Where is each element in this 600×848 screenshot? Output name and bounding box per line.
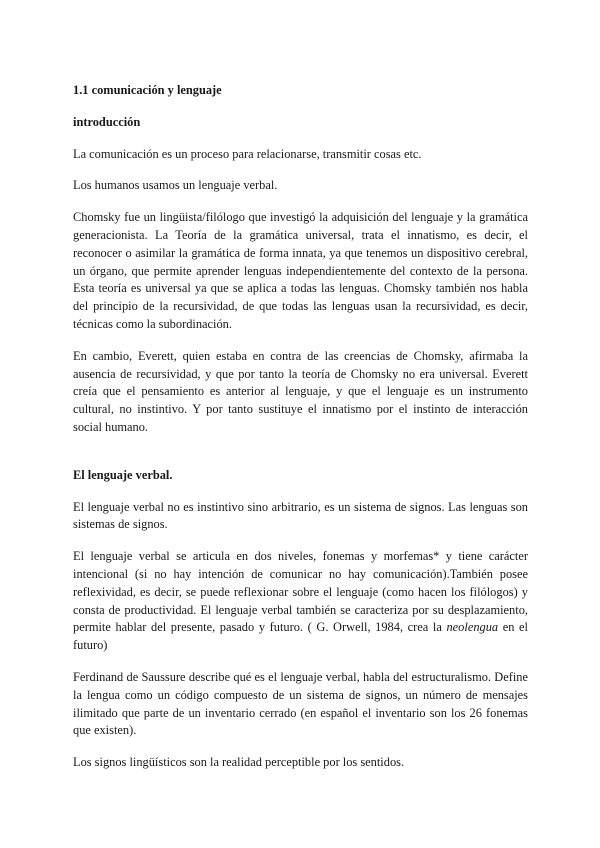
paragraph-arbitrario: El lenguaje verbal no es instintivo sino arbitrario, es un sistema de signos. Las lenguas son sistemas de signos. [73,499,528,532]
verbal-heading: El lenguaje verbal. [73,467,173,482]
paragraph-everett: En cambio, Everett, quien estaba en contra de las creencias de Chomsky, afirmaba la ausencia de recursividad, y que por tanto la teoría de Chomsky no era universal. Everett creía que el pensamiento es anterior al lenguaje, y que el lenguaje es un instrumento cultural, no instintivo. Y por tanto sustituye el innatismo por el instinto de interacción social humano. [73,348,528,434]
paragraph-chomsky: Chomsky fue un lingüista/filólogo que investigó la adquisición del lenguaje y la gramática generacionista. La Teoría de la gramática universal, trata el innatismo, es decir, el reconocer o asimilar la gramática de forma innata, ya que tenemos un dispositivo cerebral, un órgano, que permite aprender lenguas independientemente del contexto de la persona. Esta teoría es universal ya que se aplica a todas las lenguas. Chomsky también nos habla del principio de la recursividad, de que todas las lenguas usan la recursividad, es decir, técnicas como la subordinación. [73,210,528,331]
paragraph-comunicacion: La comunicación es un proceso para relacionarse, transmitir cosas etc. [73,146,422,161]
document-body [73,82,528,786]
paragraph-humanos: Los humanos usamos un lenguaje verbal. [73,178,278,193]
niveles-text-end: en el futuro) [73,620,528,653]
intro-heading: introducción [73,114,141,129]
neolengua-term: neolengua [446,620,499,635]
section-title: 1.1 comunicación y lenguaje [73,83,222,97]
paragraph-niveles [73,548,528,655]
paragraph-saussure: Ferdinand de Saussure describe qué es el lenguaje verbal, habla del estructuralismo. Define la lengua como un código compuesto de un sistema de signos, un número de mensajes ilimitado que parte de un inventario cerrado (en español el inventario son los 26 fonemas que existen). [73,669,528,738]
niveles-text: El lenguaje verbal se articula en dos niveles, fonemas y morfemas* y tiene carácter intencional (si no hay intención de comunicar no hay comunicación).También posee reflexividad, es decir, se puede reflexionar sobre el lenguaje (como hacen los filólogos) y consta de productividad. El lenguaje verbal también se caracteriza por su desplazamiento, permite hablar del presente, pasado y futuro. ( G. Orwell, 1984, crea la [73,549,528,635]
paragraph-signos: Los signos lingüísticos son la realidad perceptible por los sentidos. [73,755,405,770]
